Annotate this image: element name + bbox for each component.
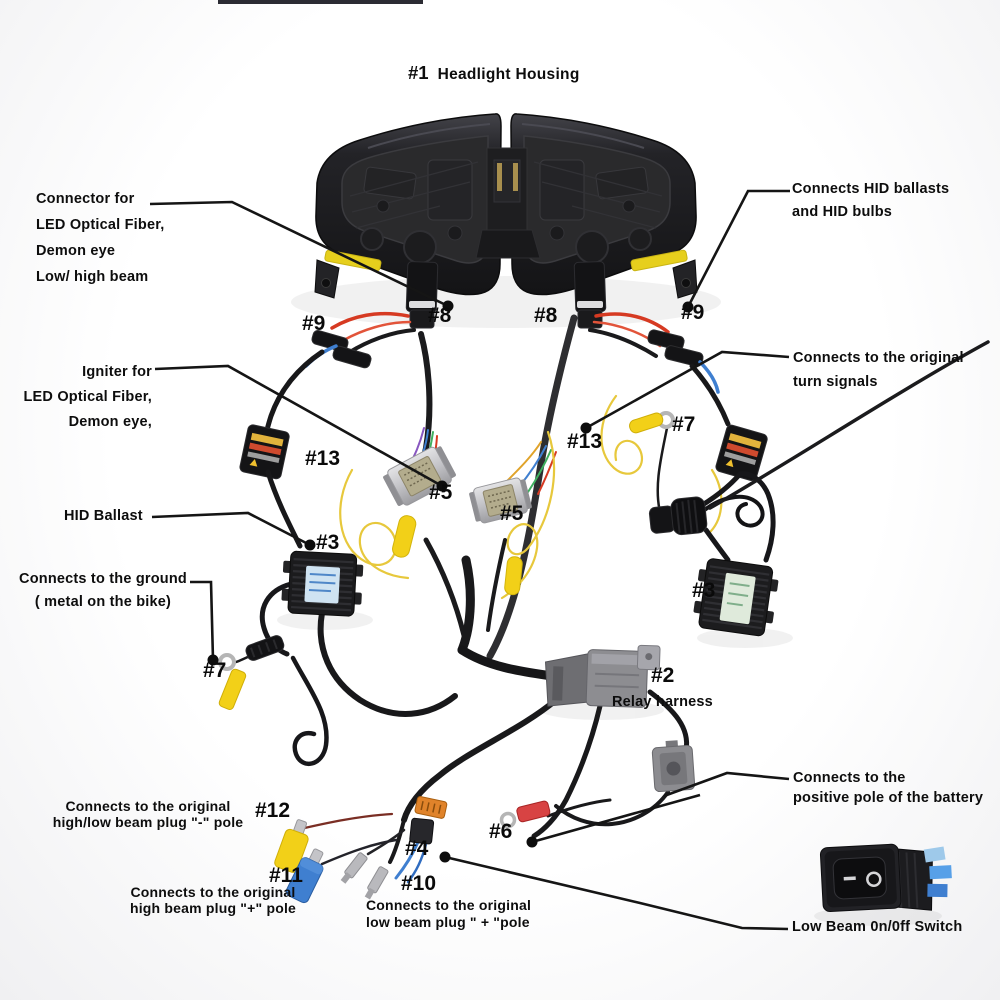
callout-line: Connects to the original (65, 798, 231, 814)
callout-line: Demon eye (36, 243, 116, 259)
grey-spade-b (363, 866, 389, 900)
orange-connector (414, 796, 447, 819)
switch-off-mark (844, 878, 856, 879)
callout-line: Connector for (36, 191, 135, 207)
callout-line: and HID bulbs (792, 204, 893, 220)
ring-terminal-ground (220, 655, 234, 669)
hid-ballast-left (281, 551, 364, 617)
callout-line: high/low beam plug "-" pole (52, 814, 244, 830)
callout-line: ( metal on the bike) (34, 594, 172, 610)
part-tag-10: #10 (401, 872, 437, 895)
part-tag-11: #11 (269, 864, 303, 887)
callout-line: Demon eye, (68, 414, 152, 430)
callout-line: turn signals (793, 374, 878, 390)
shadows (277, 276, 942, 926)
part-tag-9-right: #9 (681, 301, 705, 324)
part-tag-13-right: #13 (567, 430, 603, 453)
callout-line: LED Optical Fiber, (23, 389, 152, 405)
part-tag-1: #1 (408, 62, 429, 83)
callout-line: Connects to the ground (19, 571, 187, 587)
leader-ground (190, 582, 213, 660)
part-tag-2: #2 (651, 664, 675, 687)
part-tag-4: #4 (405, 837, 429, 860)
part-tag-6: #6 (489, 820, 513, 843)
callout-line: low beam plug " + "pole (366, 914, 530, 930)
callout-line: LED Optical Fiber, (36, 217, 165, 233)
igniter-left (381, 443, 458, 509)
leader-dots (208, 301, 694, 863)
callout-line: HID Ballast (64, 508, 143, 524)
callout-line: Connects to the original (130, 884, 296, 900)
callout-line: Igniter for (82, 364, 152, 380)
part-tag-8-right: #8 (534, 304, 558, 327)
part-tag-12: #12 (255, 799, 291, 822)
yellow-crimp-right (628, 411, 664, 434)
headlight-housing-label: Headlight Housing (437, 66, 580, 83)
part-tag-9-left: #9 (302, 312, 326, 335)
yellow-crimp-center (504, 556, 523, 595)
part-tag-8-left: #8 (428, 304, 452, 327)
part-tag-5-right: #5 (500, 502, 524, 525)
red-crimp-battery (516, 800, 551, 822)
grey-spade-a (339, 852, 368, 885)
yellow-tag-ground (218, 668, 247, 711)
hid-ballast-right (691, 557, 780, 637)
relay (544, 642, 660, 710)
ring-terminal-battery (502, 814, 515, 827)
part-tag-3-left: #3 (316, 531, 340, 554)
callout-line: positive pole of the battery (793, 790, 984, 806)
dark-connector (409, 818, 433, 844)
callout-line: Connects to the (793, 770, 906, 786)
part-tag-7-right: #7 (672, 413, 696, 436)
leader-switch (445, 857, 788, 929)
led-controller-left (239, 424, 290, 480)
callout-line: Connects to the original (793, 350, 964, 366)
fuse-holder (652, 739, 695, 792)
callout-line: Relay harness (612, 694, 713, 710)
leader-hid-ballasts (688, 191, 790, 307)
rocker-switch (820, 841, 953, 916)
callout-line: Low Beam 0n/0ff Switch (792, 919, 963, 935)
part-tag-5-left: #5 (429, 481, 453, 504)
callout-line: high beam plug "+" pole (129, 900, 297, 916)
part-tag-13-left: #13 (305, 447, 341, 470)
callout-line: Connects to the original (366, 897, 532, 913)
part-tag-3-right: #3 (692, 579, 716, 602)
callout-line: Connects HID ballasts (792, 181, 950, 197)
part-tag-7-left: #7 (203, 659, 227, 682)
callout-line: Low/ high beam (36, 269, 149, 285)
igniter-right (468, 476, 533, 525)
leader-6 (532, 795, 700, 842)
inline-connector-left (244, 634, 285, 662)
